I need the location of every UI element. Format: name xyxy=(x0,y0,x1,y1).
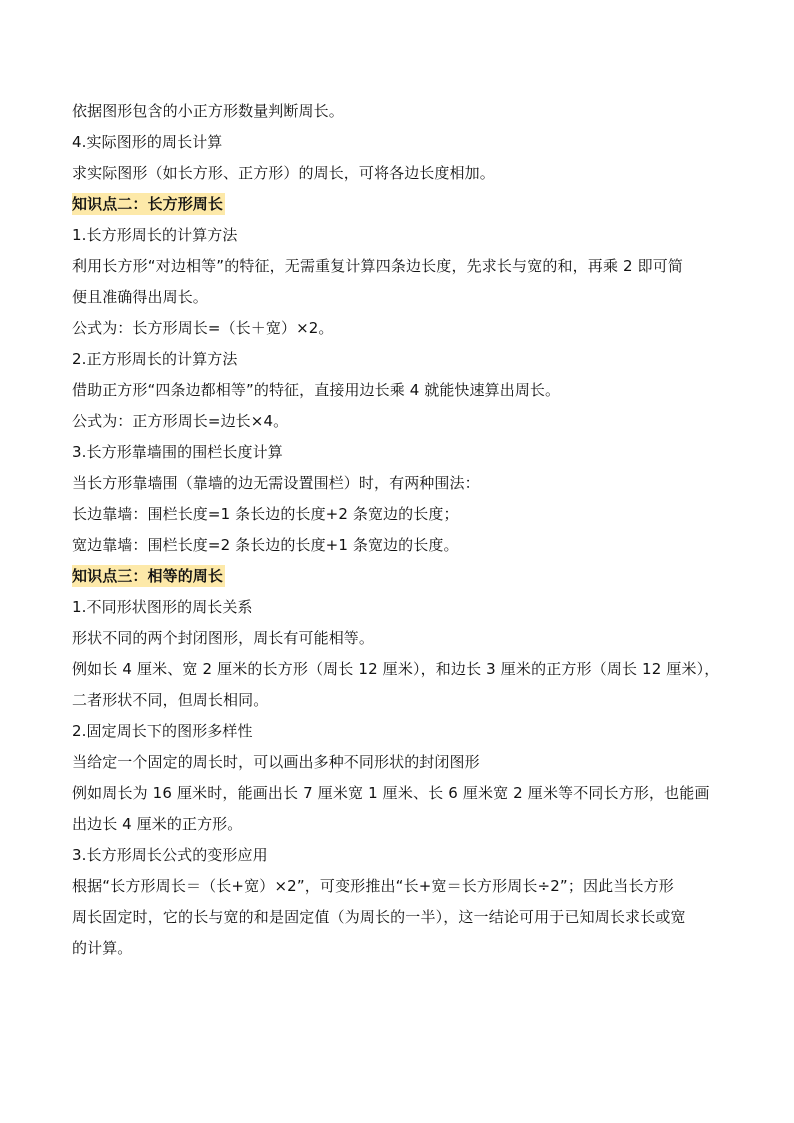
text-line: 依据图形包含的小正方形数量判断周长。 xyxy=(72,102,344,120)
subsection-heading: 3.长方形靠墙围的围栏长度计算 xyxy=(72,443,283,461)
subsection-heading: 1.不同形状图形的周长关系 xyxy=(72,598,253,616)
subsection-heading: 1.长方形周长的计算方法 xyxy=(72,226,238,244)
subsection-heading: 4.实际图形的周长计算 xyxy=(72,133,223,151)
text-line: 二者形状不同，但周长相同。 xyxy=(72,691,269,709)
text-line: 长边靠墙：围栏长度=1 条长边的长度+2 条宽边的长度； xyxy=(72,505,459,523)
formula-line: 公式为：长方形周长=（长＋宽）×2。 xyxy=(72,319,334,337)
formula-line: 公式为：正方形周长=边长×4。 xyxy=(72,412,289,430)
text-line: 便且准确得出周长。 xyxy=(72,288,208,306)
knowledge-point-2-heading: 知识点二：长方形周长 xyxy=(72,195,224,213)
text-line: 出边长 4 厘米的正方形。 xyxy=(72,815,243,833)
text-line: 宽边靠墙：围栏长度=2 条长边的长度+1 条宽边的长度。 xyxy=(72,536,459,554)
text-line: 例如周长为 16 厘米时，能画出长 7 厘米宽 1 厘米、长 6 厘米宽 2 厘米等不同长方形，也能画 xyxy=(72,784,710,802)
text-line: 根据“长方形周长＝（长+宽）×2”，可变形推出“长+宽＝长方形周长÷2”；因此当长方形 xyxy=(72,877,674,895)
text-line: 利用长方形“对边相等”的特征，无需重复计算四条边长度，先求长与宽的和，再乘 2 即可简 xyxy=(72,257,684,275)
subsection-heading: 2.正方形周长的计算方法 xyxy=(72,350,238,368)
text-line: 当长方形靠墙围（靠墙的边无需设置围栏）时，有两种围法： xyxy=(72,474,480,492)
subsection-heading: 2.固定周长下的图形多样性 xyxy=(72,722,253,740)
section-heading-row xyxy=(72,561,732,592)
text-line: 例如长 4 厘米、宽 2 厘米的长方形（周长 12 厘米），和边长 3 厘米的正方形（周长 12 厘米）， xyxy=(72,660,720,678)
document-body xyxy=(72,96,732,964)
text-line: 求实际图形（如长方形、正方形）的周长，可将各边长度相加。 xyxy=(72,164,495,182)
text-line: 周长固定时，它的长与宽的和是固定值（为周长的一半），这一结论可用于已知周长求长或宽 xyxy=(72,908,686,926)
text-line: 形状不同的两个封闭图形，周长有可能相等。 xyxy=(72,629,375,647)
section-heading-row xyxy=(72,189,732,220)
text-line: 当给定一个固定的周长时，可以画出多种不同形状的封闭图形 xyxy=(72,753,480,771)
knowledge-point-3-heading: 知识点三：相等的周长 xyxy=(72,567,224,585)
subsection-heading: 3.长方形周长公式的变形应用 xyxy=(72,846,268,864)
text-line: 借助正方形“四条边都相等”的特征，直接用边长乘 4 就能快速算出周长。 xyxy=(72,381,561,399)
text-line: 的计算。 xyxy=(72,939,133,957)
